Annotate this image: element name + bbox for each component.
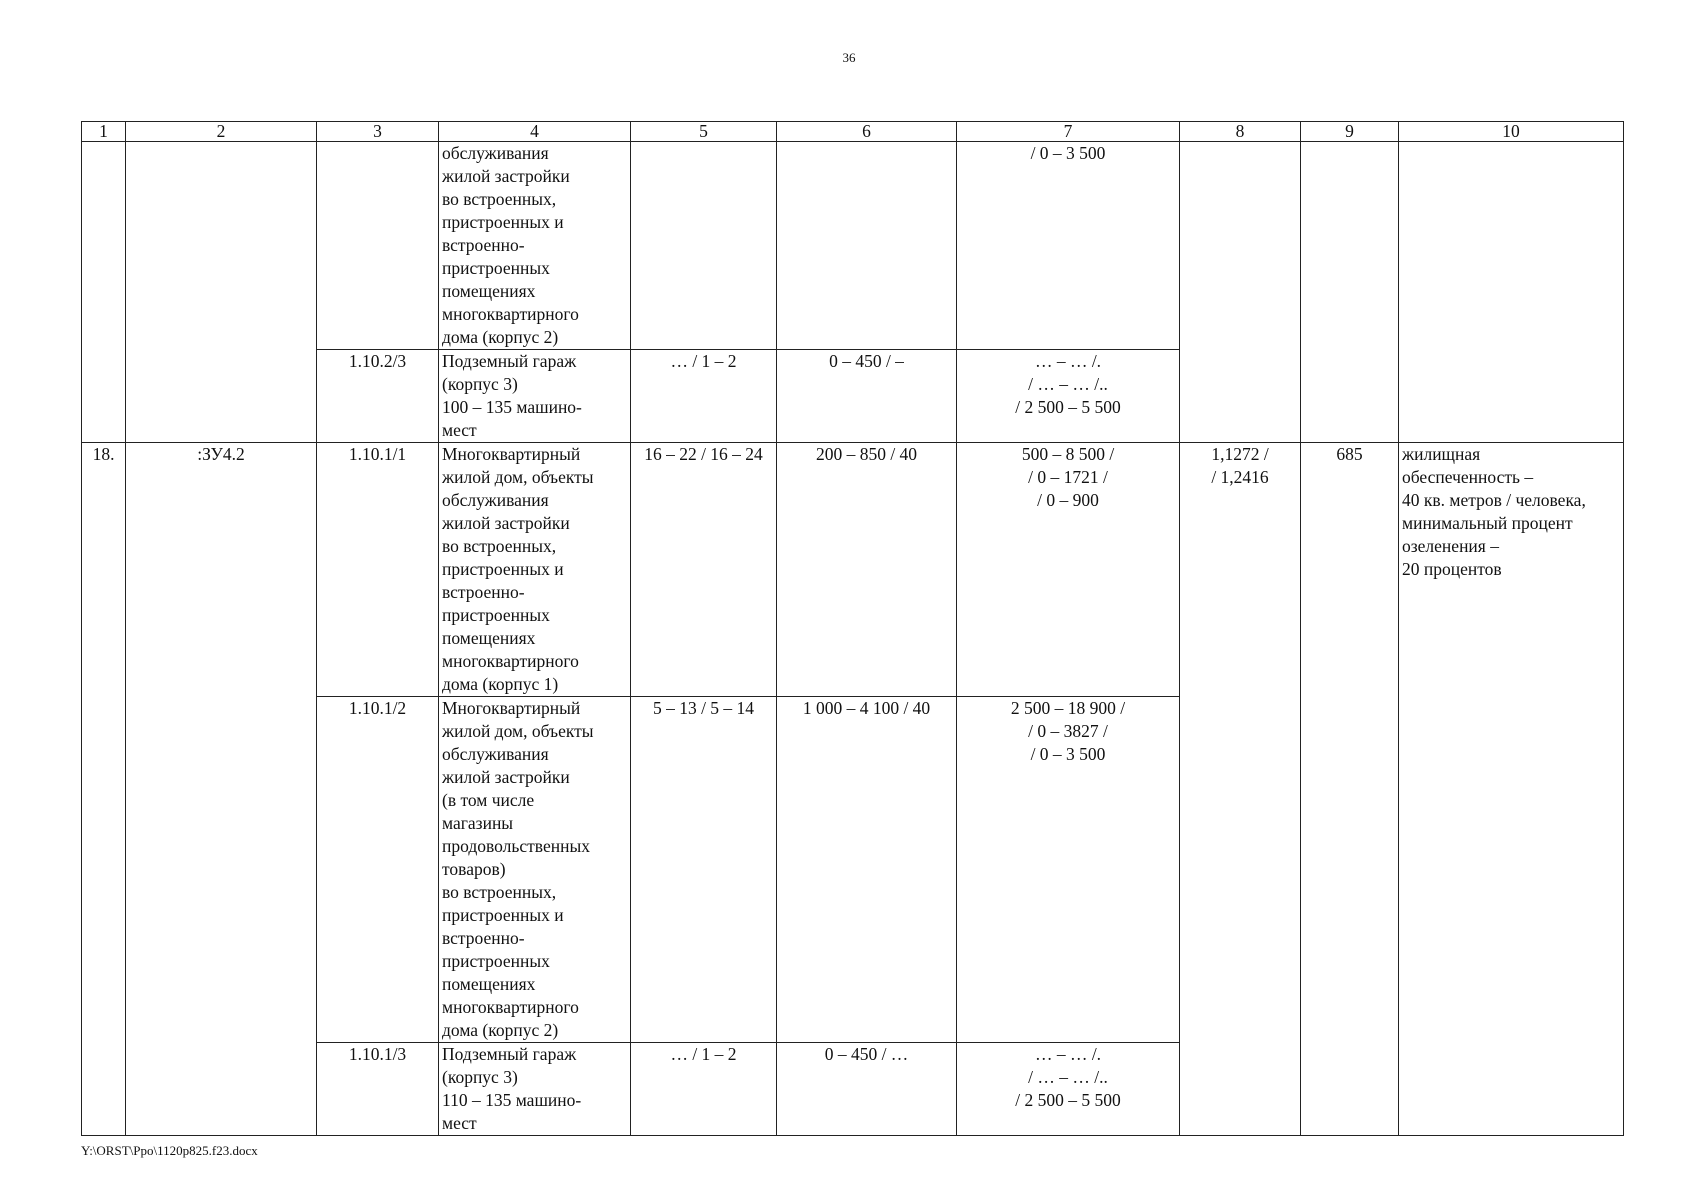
cell-residents [1301,142,1399,443]
cell-number: 18. [82,443,126,1136]
regulation-table [81,121,1624,1136]
cell-floor-area: … – … /. / … – … /.. / 2 500 – 5 500 [957,350,1180,443]
cell-floors: … / 1 – 2 [631,1043,777,1136]
cell-density: 1,1272 / / 1,2416 [1180,443,1301,1136]
cell-area [777,142,957,350]
column-header: 7 [957,122,1180,142]
cell-parcel [126,142,317,443]
cell-density [1180,142,1301,443]
cell-floors: … / 1 – 2 [631,350,777,443]
cell-floor-area: … – … /. / … – … /.. / 2 500 – 5 500 [957,1043,1180,1136]
column-header: 6 [777,122,957,142]
cell-code: 1.10.1/2 [317,697,439,1043]
cell-purpose: Многоквартирный жилой дом, объекты обслуживания жилой застройки во встроенных, пристроенных и встроенно- пристроенных помещениях многоквартирного дома (корпус 1) [439,443,631,697]
cell-floor-area: / 0 – 3 500 [957,142,1180,350]
cell-area: 0 – 450 / … [777,1043,957,1136]
cell-notes: жилищная обеспеченность – 40 кв. метров / человека, минимальный процент озеленения – 20 процентов [1399,443,1624,1136]
column-header: 1 [82,122,126,142]
column-header: 9 [1301,122,1399,142]
cell-purpose: обслуживания жилой застройки во встроенных, пристроенных и встроенно- пристроенных помещениях многоквартирного дома (корпус 2) [439,142,631,350]
column-header: 2 [126,122,317,142]
cell-parcel: :ЗУ4.2 [126,443,317,1136]
table-row [82,142,1624,350]
cell-floors: 5 – 13 / 5 – 14 [631,697,777,1043]
page-number: 36 [842,50,856,65]
column-number-row [82,122,1624,142]
column-header: 3 [317,122,439,142]
cell-floors [631,142,777,350]
cell-purpose: Многоквартирный жилой дом, объекты обслуживания жилой застройки (в том числе магазины продовольственных товаров) во встроенных, пристроенных и встроенно- пристроенных помещениях многоквартирного дома (корпус 2) [439,697,631,1043]
cell-code: 1.10.2/3 [317,350,439,443]
column-header: 8 [1180,122,1301,142]
cell-notes [1399,142,1624,443]
cell-number [82,142,126,443]
cell-area: 1 000 – 4 100 / 40 [777,697,957,1043]
footer-file-path: Y:\ORST\Ppo\1120p825.f23.docx [81,1143,258,1158]
cell-floor-area: 500 – 8 500 / / 0 – 1721 / / 0 – 900 [957,443,1180,697]
cell-area: 200 – 850 / 40 [777,443,957,697]
column-header: 5 [631,122,777,142]
cell-code [317,142,439,350]
column-header: 10 [1399,122,1624,142]
cell-floor-area: 2 500 – 18 900 / / 0 – 3827 / / 0 – 3 500 [957,697,1180,1043]
cell-code: 1.10.1/1 [317,443,439,697]
cell-purpose: Подземный гараж (корпус 3) 100 – 135 машино- мест [439,350,631,443]
cell-code: 1.10.1/3 [317,1043,439,1136]
cell-purpose: Подземный гараж (корпус 3) 110 – 135 машино- мест [439,1043,631,1136]
cell-area: 0 – 450 / – [777,350,957,443]
cell-residents: 685 [1301,443,1399,1136]
column-header: 4 [439,122,631,142]
table-row [82,443,1624,697]
cell-floors: 16 – 22 / 16 – 24 [631,443,777,697]
